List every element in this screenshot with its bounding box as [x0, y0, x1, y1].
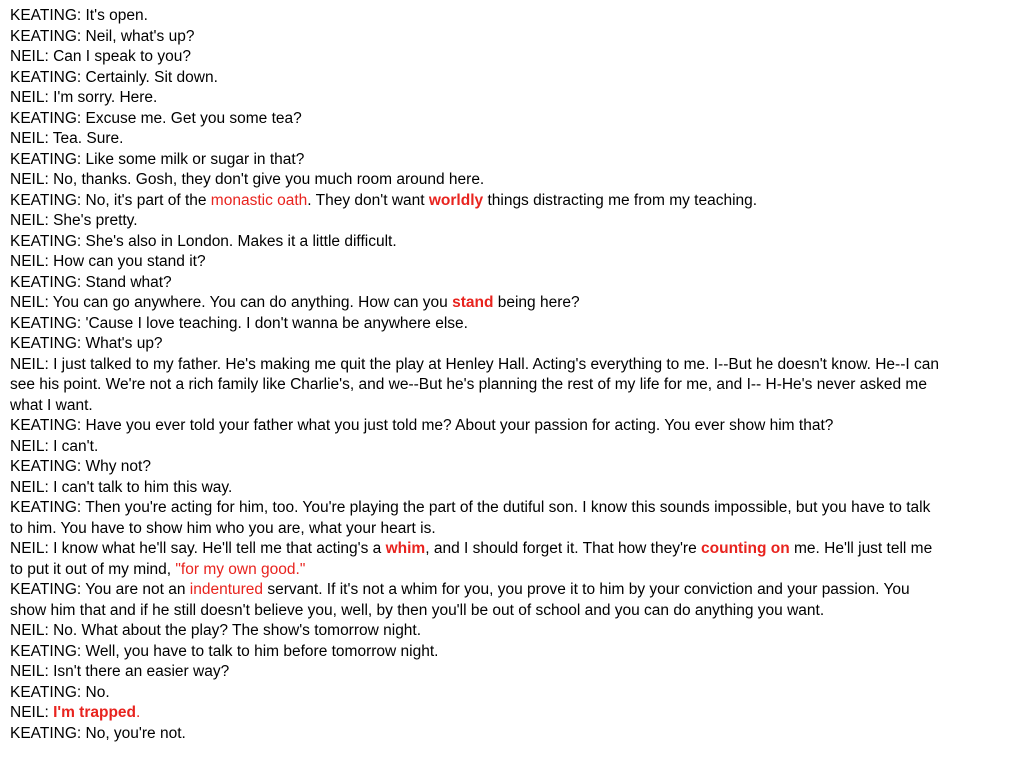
dialogue-text: things distracting me from my teaching. [483, 191, 758, 209]
dialogue-line [10, 27, 945, 48]
dialogue-line [10, 724, 945, 745]
dialogue-line [10, 355, 945, 417]
highlighted-phrase: indentured [189, 581, 264, 598]
dialogue-line [10, 580, 945, 621]
dialogue-transcript [10, 6, 945, 744]
dialogue-line [10, 416, 945, 437]
dialogue-text: NEIL: She's pretty. [10, 212, 138, 229]
highlighted-phrase: monastic oath [210, 191, 308, 209]
dialogue-text: NEIL: Tea. Sure. [10, 130, 124, 147]
dialogue-text: NEIL: I'm sorry. Here. [10, 89, 158, 106]
dialogue-line [10, 293, 945, 314]
dialogue-line [10, 191, 945, 212]
dialogue-line [10, 68, 945, 89]
dialogue-line [10, 539, 945, 580]
dialogue-text: KEATING: Stand what? [10, 273, 172, 291]
dialogue-line [10, 88, 945, 109]
dialogue-line [10, 703, 945, 724]
dialogue-text: KEATING: Excuse me. Get you some tea? [10, 109, 302, 127]
dialogue-text: NEIL: Can I speak to you? [10, 48, 191, 65]
highlighted-phrase: "for my own good." [175, 560, 306, 578]
dialogue-text: KEATING: You are not an [10, 581, 190, 598]
dialogue-text: NEIL: You can go anywhere. You can do anything. How can you [10, 294, 453, 311]
dialogue-text: KEATING: Then you're acting for him, too. You're playing the part of the dutiful son. I know this sounds impossible, but you have to talk to him. You have to show him who you are, what your heart is. [10, 499, 931, 537]
dialogue-line [10, 211, 945, 232]
dialogue-text: KEATING: Have you ever told your father what you just told me? About your passion for acting. You ever show him that? [10, 417, 834, 434]
dialogue-text: KEATING: What's up? [10, 335, 163, 352]
dialogue-text: NEIL: No, thanks. Gosh, they don't give you much room around here. [10, 171, 485, 188]
dialogue-line [10, 170, 945, 191]
dialogue-line [10, 478, 945, 499]
dialogue-text: KEATING: Well, you have to talk to him before tomorrow night. [10, 642, 439, 660]
dialogue-text: KEATING: Certainly. Sit down. [10, 68, 218, 86]
dialogue-text: . They don't want [307, 191, 429, 209]
dialogue-text: NEIL: How can you stand it? [10, 253, 206, 270]
dialogue-text: servant. If it's not a whim for you, you prove it to him by your conviction and your passion. You show him that and if he still doesn't believe you, well, by then you'll be out of school and you can do anything you want. [10, 581, 910, 619]
dialogue-line [10, 334, 945, 355]
dialogue-line [10, 150, 945, 171]
dialogue-text: KEATING: No. [10, 683, 110, 701]
dialogue-text: NEIL: No. What about the play? The show's tomorrow night. [10, 622, 422, 639]
dialogue-text: KEATING: She's also in London. Makes it a little difficult. [10, 232, 397, 250]
highlighted-phrase: I'm trapped [53, 704, 136, 721]
dialogue-text: KEATING: It's open. [10, 7, 148, 24]
dialogue-text: KEATING: Why not? [10, 458, 151, 475]
dialogue-line [10, 662, 945, 683]
dialogue-line [10, 314, 945, 335]
dialogue-line [10, 642, 945, 663]
dialogue-text: being here? [493, 294, 580, 311]
dialogue-line [10, 273, 945, 294]
dialogue-text: KEATING: No, you're not. [10, 724, 186, 742]
dialogue-text: KEATING: Like some milk or sugar in that? [10, 150, 305, 168]
dialogue-line [10, 129, 945, 150]
dialogue-text: NEIL: [10, 704, 54, 721]
highlighted-phrase: . [136, 704, 141, 721]
dialogue-line [10, 6, 945, 27]
dialogue-text: , and I should forget it. That how they're [425, 540, 702, 557]
highlighted-phrase: stand [452, 294, 494, 311]
dialogue-text: NEIL: I can't. [10, 437, 99, 455]
dialogue-line [10, 683, 945, 704]
dialogue-line [10, 232, 945, 253]
highlighted-phrase: worldly [428, 191, 484, 209]
dialogue-text: NEIL: I know what he'll say. He'll tell me that acting's a [10, 540, 386, 557]
dialogue-line [10, 252, 945, 273]
highlighted-phrase: counting on [701, 540, 790, 557]
dialogue-text: NEIL: I can't talk to him this way. [10, 478, 233, 496]
dialogue-line [10, 47, 945, 68]
dialogue-line [10, 621, 945, 642]
highlighted-phrase: whim [385, 540, 426, 557]
dialogue-text: NEIL: I just talked to my father. He's making me quit the play at Henley Hall. Acting's everything to me. I--But he doesn't know. He--I can see his point. We're not a rich family like Charlie's, and we--But he's planning the rest of my life for me, and I-- H-He's never asked me what I want. [10, 355, 939, 414]
dialogue-line [10, 437, 945, 458]
dialogue-line [10, 109, 945, 130]
dialogue-text: KEATING: Neil, what's up? [10, 27, 195, 45]
dialogue-text: NEIL: Isn't there an easier way? [10, 663, 230, 680]
dialogue-text: KEATING: No, it's part of the [10, 191, 211, 209]
dialogue-text: me. He'll just tell me to put it out of my mind, [10, 540, 933, 578]
dialogue-line [10, 498, 945, 539]
dialogue-text: KEATING: 'Cause I love teaching. I don't wanna be anywhere else. [10, 314, 468, 332]
dialogue-line [10, 457, 945, 478]
